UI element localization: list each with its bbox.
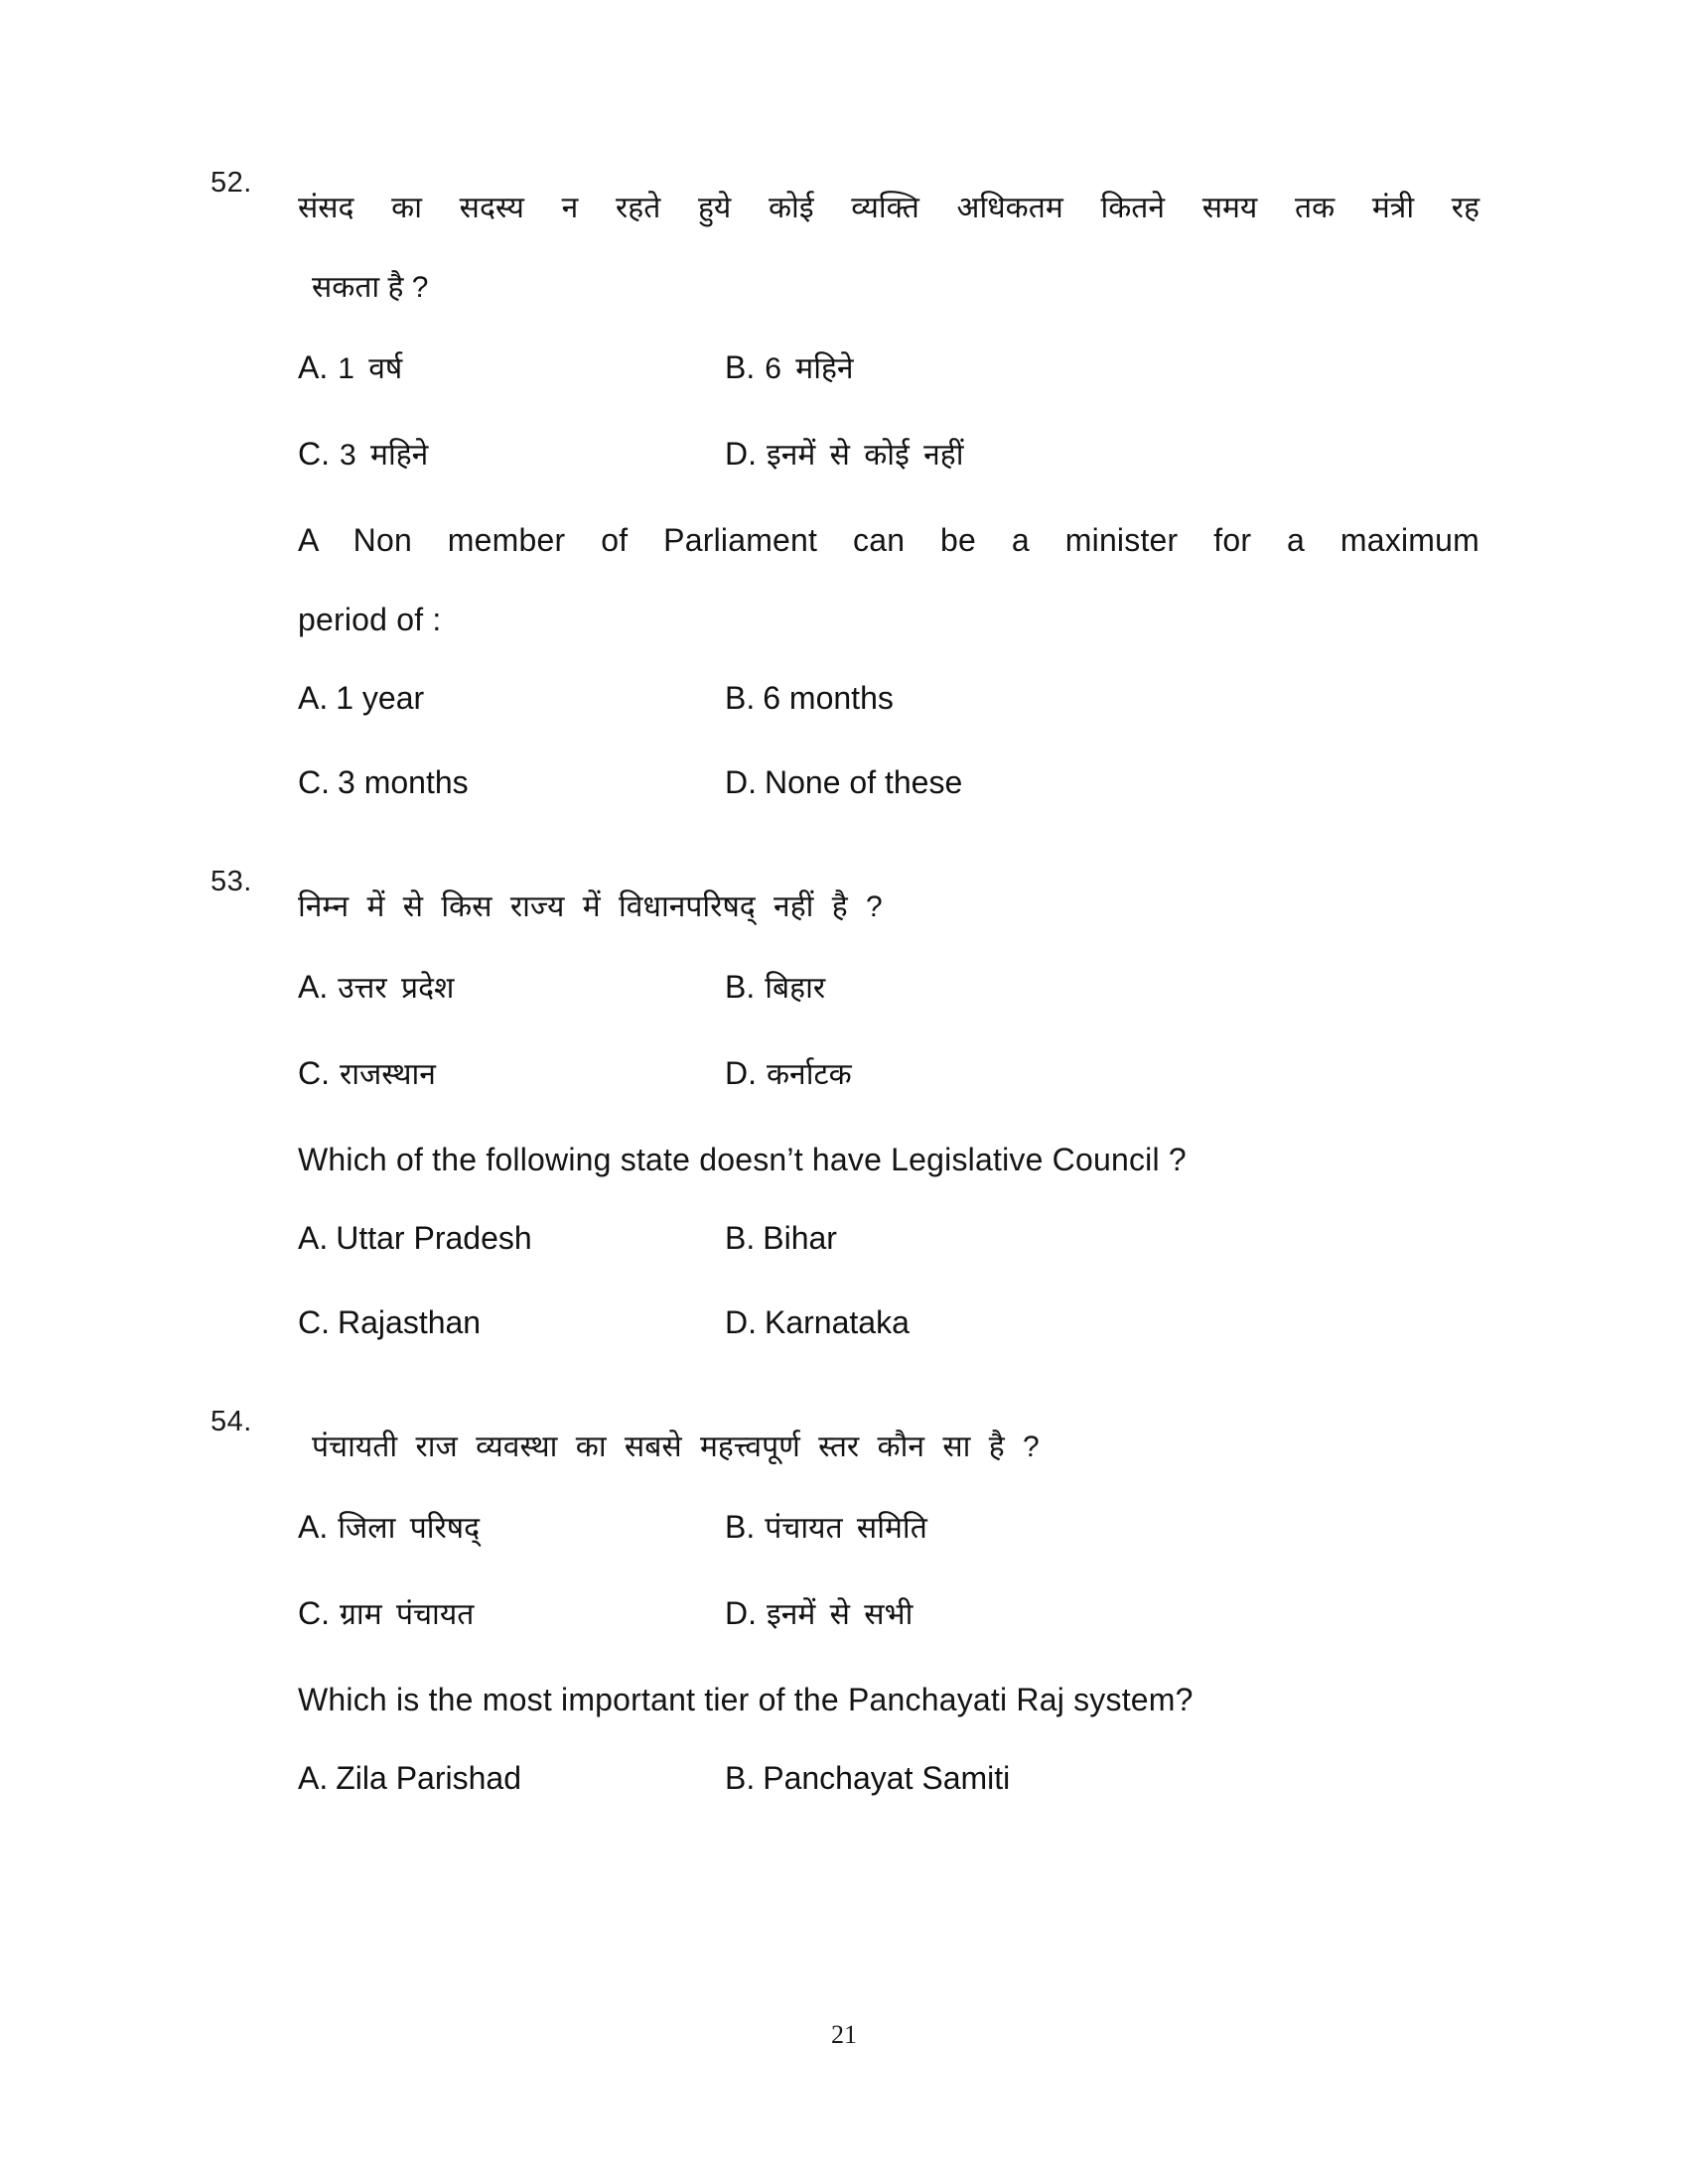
option-letter: D. <box>725 436 757 472</box>
option-54-hindi-d[interactable] <box>725 1573 1479 1660</box>
option-letter: D. <box>725 764 757 800</box>
question-53-hindi-options-row-2 <box>298 1033 1479 1120</box>
option-53-english-a[interactable] <box>298 1199 725 1284</box>
option-letter: B. <box>725 349 756 385</box>
option-text: 3 months <box>338 764 469 800</box>
question-52-english-line-2: period of : <box>298 602 442 637</box>
option-53-english-d[interactable] <box>725 1284 1479 1368</box>
question-52-hindi-line-1: संसद का सदस्य न रहते हुये कोई व्यक्ति अधिकतम कितने समय तक मंत्री रह <box>298 192 1479 224</box>
option-54-hindi-c[interactable] <box>298 1573 725 1660</box>
option-letter: A. <box>298 680 329 716</box>
option-52-hindi-d[interactable] <box>725 414 1479 500</box>
option-letter: D. <box>725 1595 757 1631</box>
option-letter: B. <box>725 1509 756 1545</box>
question-54-hindi-options-row-1 <box>298 1487 1479 1573</box>
option-text: पंचायत समिति <box>765 1512 927 1545</box>
option-53-english-c[interactable] <box>298 1284 725 1368</box>
option-54-hindi-a[interactable] <box>298 1487 725 1573</box>
option-letter: A. <box>298 1509 329 1545</box>
question-53-hindi-line-1: निम्न में से किस राज्य में विधानपरिषद् नहीं है ? <box>298 890 883 923</box>
option-letter: C. <box>298 764 330 800</box>
option-letter: C. <box>298 436 330 472</box>
option-text: इनमें से कोई नहीं <box>767 439 964 472</box>
option-53-english-b[interactable] <box>725 1199 1479 1284</box>
question-54-hindi-options-row-2 <box>298 1573 1479 1660</box>
option-text: Zila Parishad <box>336 1760 521 1796</box>
question-54-english-line-1: Which is the most important tier of the Panchayati Raj system? <box>298 1682 1194 1717</box>
option-letter: B. <box>725 680 756 716</box>
option-text: Rajasthan <box>338 1304 482 1340</box>
question-number-54: 54. <box>211 1406 252 1437</box>
question-54-english-options-row-1 <box>298 1739 1479 1824</box>
option-54-hindi-b[interactable] <box>725 1487 1479 1573</box>
question-53-english-options-row-2 <box>298 1284 1479 1368</box>
option-text: 6 महिने <box>765 352 854 385</box>
option-54-english-b[interactable] <box>725 1739 1479 1824</box>
option-52-hindi-c[interactable] <box>298 414 725 500</box>
option-52-hindi-a[interactable] <box>298 328 725 414</box>
question-block-52 <box>211 167 1479 828</box>
option-text: 1 year <box>336 680 425 716</box>
option-52-english-c[interactable] <box>298 744 725 828</box>
question-52-english-options-row-2 <box>298 744 1479 828</box>
option-letter: B. <box>725 1220 756 1256</box>
option-text: 3 महिने <box>340 439 429 472</box>
option-text: उत्तर प्रदेश <box>338 972 455 1005</box>
option-text: ग्राम पंचायत <box>340 1598 475 1631</box>
option-letter: C. <box>298 1304 330 1340</box>
question-53-english-line-1: Which of the following state doesn’t have Legislative Council ? <box>298 1142 1187 1177</box>
option-text: None of these <box>765 764 963 800</box>
option-letter: A. <box>298 969 329 1005</box>
option-52-hindi-b[interactable] <box>725 328 1479 414</box>
question-52-hindi-options-row-2 <box>298 414 1479 500</box>
option-text: Bihar <box>763 1220 837 1256</box>
option-letter: D. <box>725 1055 757 1091</box>
option-53-hindi-c[interactable] <box>298 1033 725 1120</box>
question-52-hindi-line-2: सकता है ? <box>312 271 429 304</box>
option-letter: B. <box>725 1760 756 1796</box>
option-text: इनमें से सभी <box>767 1598 914 1631</box>
option-52-english-b[interactable] <box>725 659 1479 744</box>
option-letter: C. <box>298 1055 330 1091</box>
question-52-hindi-options-row-1 <box>298 328 1479 414</box>
option-text: राजस्थान <box>340 1058 436 1091</box>
option-53-hindi-d[interactable] <box>725 1033 1479 1120</box>
option-text: Uttar Pradesh <box>336 1220 532 1256</box>
option-letter: B. <box>725 969 756 1005</box>
option-letter: C. <box>298 1595 330 1631</box>
option-text: Karnataka <box>765 1304 910 1340</box>
question-54-hindi-line-1: पंचायती राज व्यवस्था का सबसे महत्त्वपूर्ण स्तर कौन सा है ? <box>312 1431 1040 1463</box>
questions-container <box>211 167 1479 1863</box>
option-letter: D. <box>725 1304 757 1340</box>
question-53-english-options-row-1 <box>298 1199 1479 1284</box>
option-text: Panchayat Samiti <box>763 1760 1011 1796</box>
question-52-english-line-1: A Non member of Parliament can be a minister for a maximum <box>298 522 1479 558</box>
question-block-53 <box>211 866 1479 1368</box>
option-53-hindi-a[interactable] <box>298 947 725 1033</box>
option-52-english-a[interactable] <box>298 659 725 744</box>
question-block-54 <box>211 1406 1479 1824</box>
question-number-53: 53. <box>211 866 252 897</box>
option-52-english-d[interactable] <box>725 744 1479 828</box>
question-53-hindi-options-row-1 <box>298 947 1479 1033</box>
option-text: बिहार <box>765 972 826 1005</box>
option-text: जिला परिषद् <box>338 1512 481 1545</box>
option-letter: A. <box>298 1220 329 1256</box>
option-text: 6 months <box>763 680 894 716</box>
option-letter: A. <box>298 349 329 385</box>
option-53-hindi-b[interactable] <box>725 947 1479 1033</box>
question-52-english-options-row-1 <box>298 659 1479 744</box>
page-number-footer: 21 <box>831 2020 857 2049</box>
option-text: कर्नाटक <box>767 1058 852 1091</box>
option-text: 1 वर्ष <box>338 352 403 385</box>
question-number-52: 52. <box>211 167 252 199</box>
option-letter: A. <box>298 1760 329 1796</box>
option-54-english-a[interactable] <box>298 1739 725 1824</box>
